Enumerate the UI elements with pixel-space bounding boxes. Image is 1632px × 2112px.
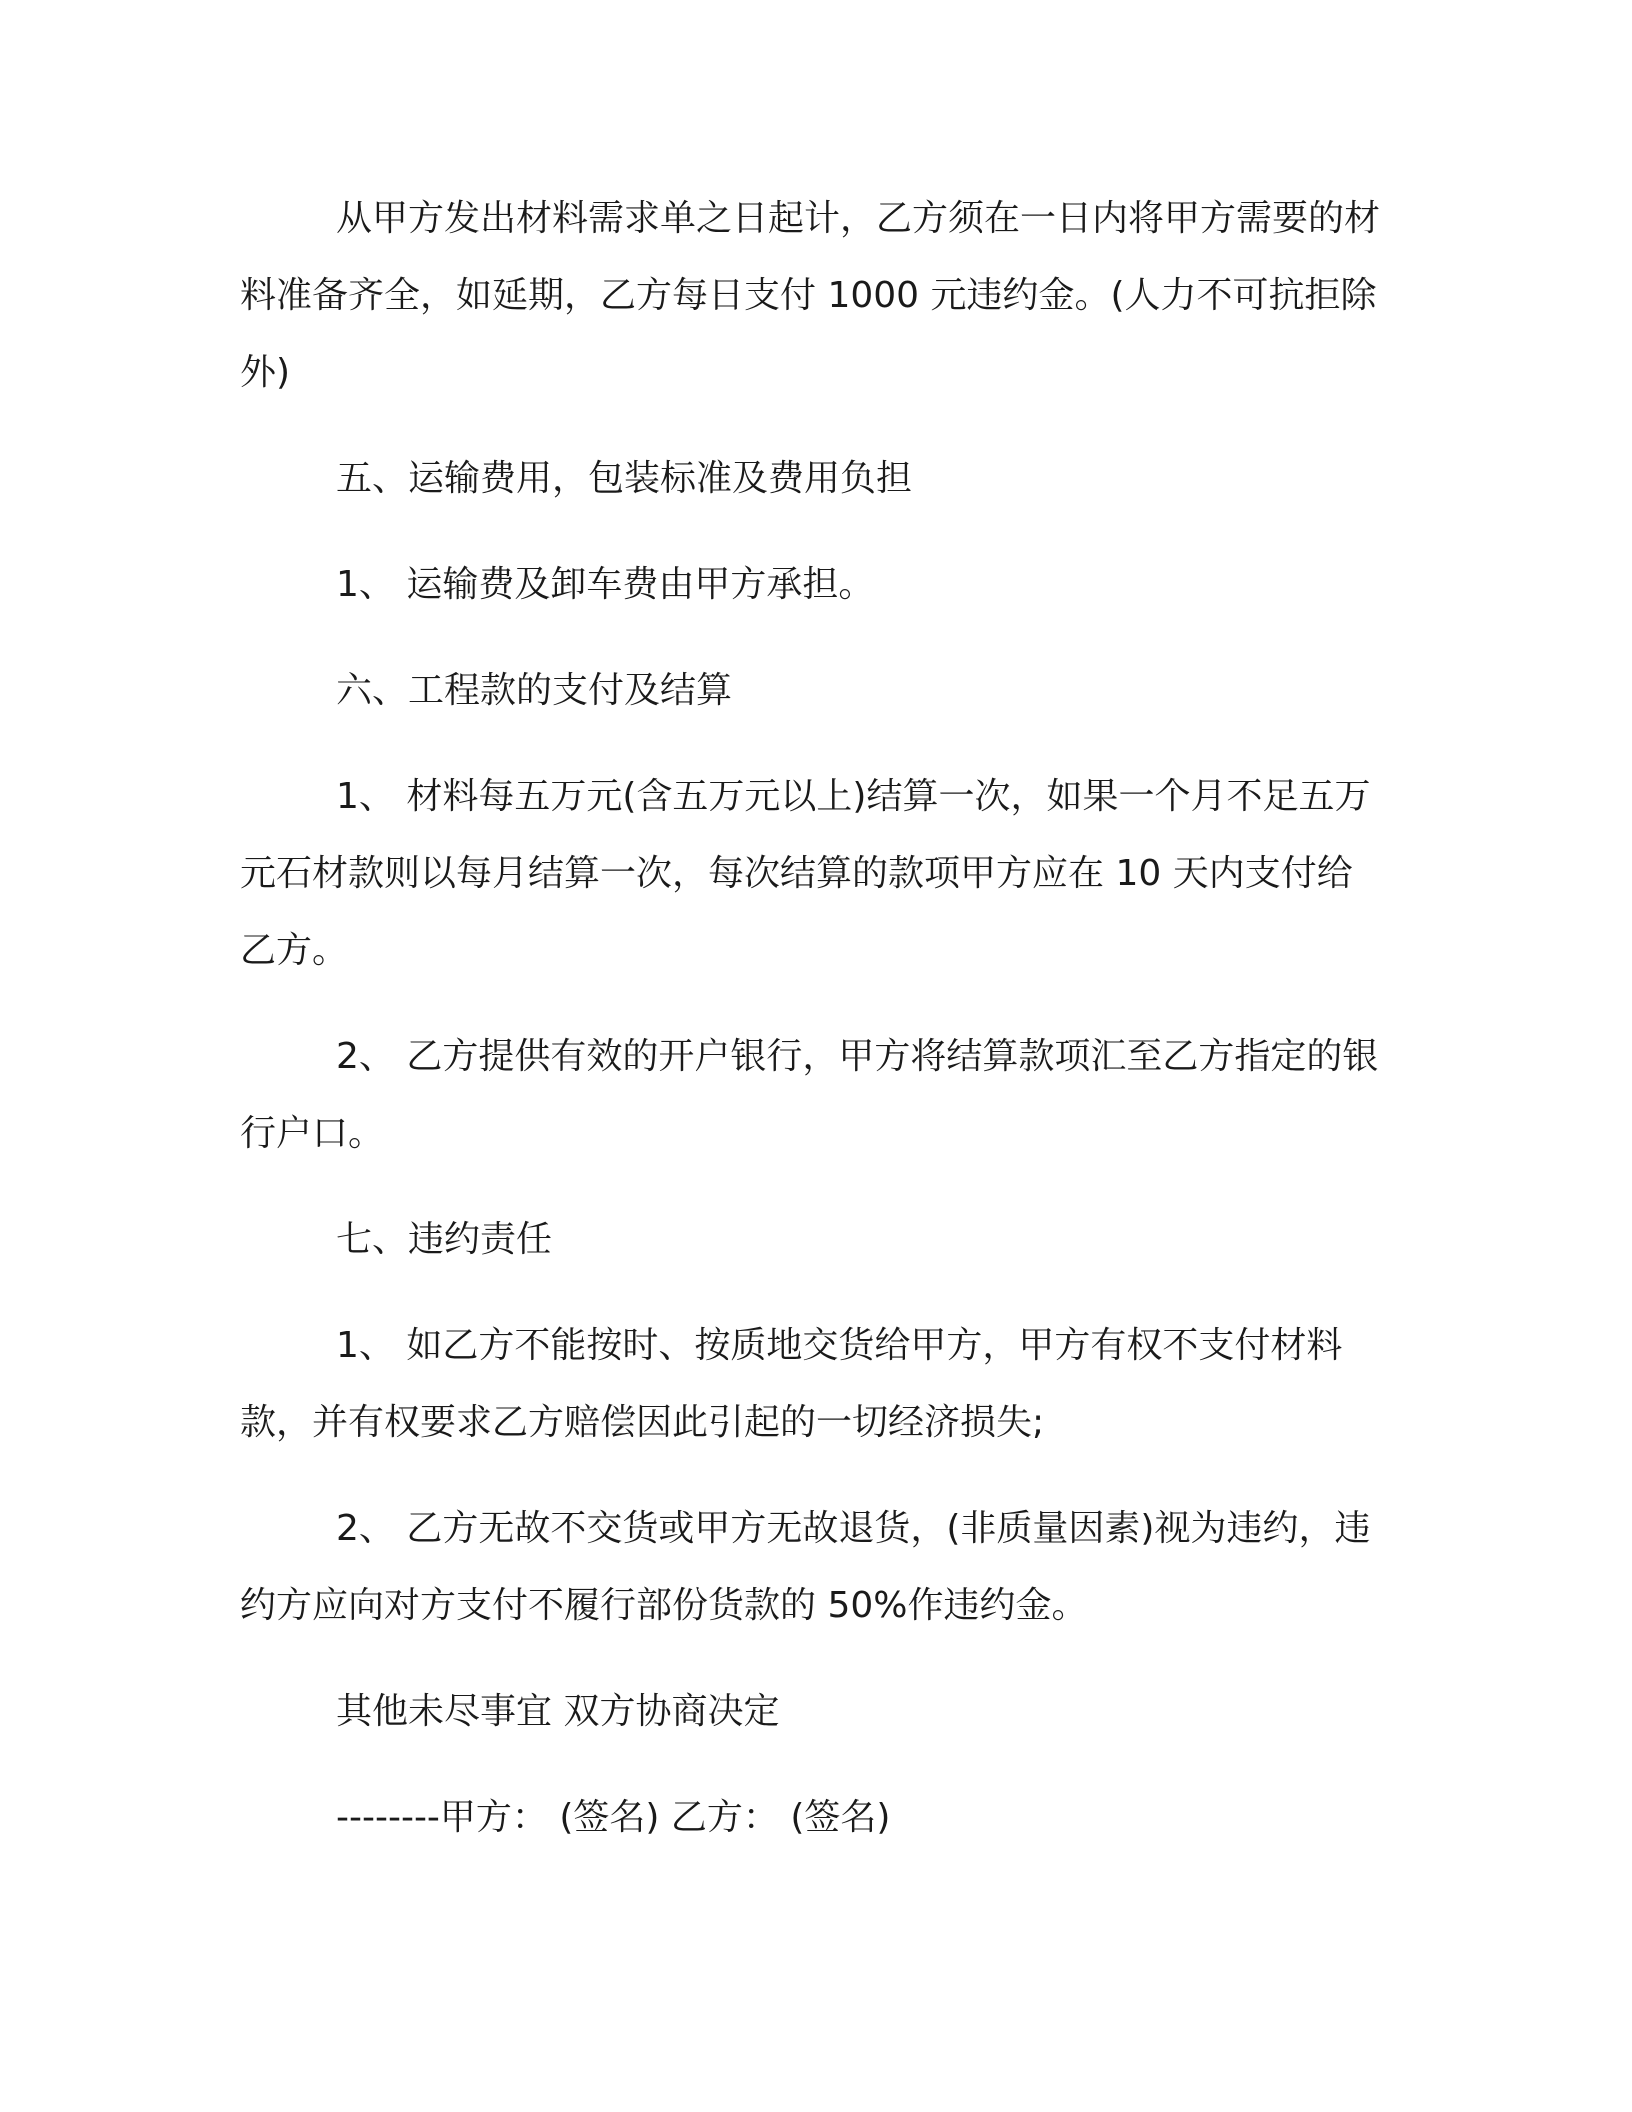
paragraph-material-delivery: 从甲方发出材料需求单之日起计，乙方须在一日内将甲方需要的材料准备齐全，如延期，乙方每日支付 1000 元违约金。(人力不可抗拒除外) <box>240 198 1381 393</box>
section-heading-payment: 六、工程款的支付及结算 <box>336 670 733 711</box>
signature-line: --------甲方： (签名) 乙方： (签名) <box>336 1797 891 1838</box>
paragraph-other-matters: 其他未尽事宜 双方协商决定 <box>336 1691 780 1732</box>
clause-late-delivery: 1、 如乙方不能按时、按质地交货给甲方，甲方有权不支付材料款，并有权要求乙方赔偿因此引起的一切经济损失; <box>240 1325 1343 1443</box>
section-heading-transport: 五、运输费用，包装标准及费用负担 <box>336 458 913 499</box>
document-body <box>240 180 1380 1856</box>
clause-bank-account: 2、 乙方提供有效的开户银行，甲方将结算款项汇至乙方指定的银行户口。 <box>240 1036 1379 1154</box>
section-heading-liability: 七、违约责任 <box>336 1219 553 1260</box>
clause-breach-penalty: 2、 乙方无故不交货或甲方无故退货，(非质量因素)视为违约，违约方应向对方支付不履行部份货款的 50%作违约金。 <box>240 1508 1371 1626</box>
clause-settlement: 1、 材料每五万元(含五万元以上)结算一次，如果一个月不足五万元石材款则以每月结算一次，每次结算的款项甲方应在 10 天内支付给乙方。 <box>240 776 1371 971</box>
clause-transport-cost: 1、 运输费及卸车费由甲方承担。 <box>336 564 875 605</box>
